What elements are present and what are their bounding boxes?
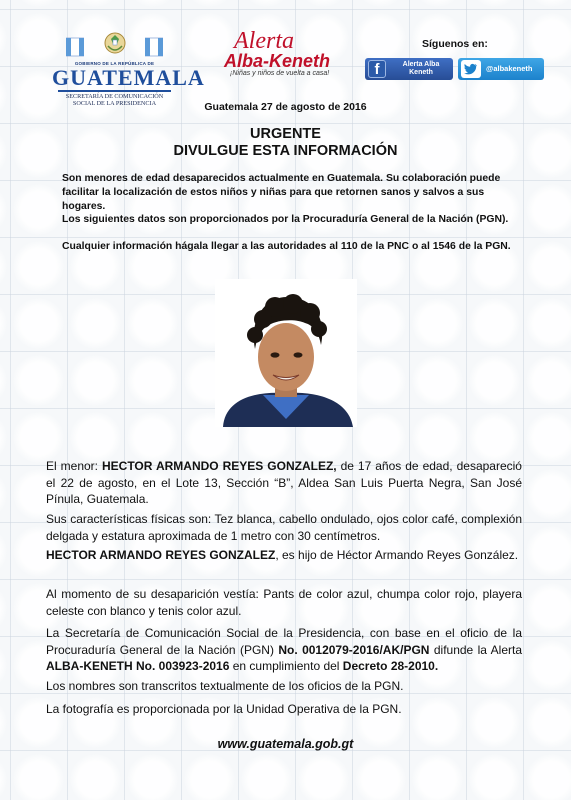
b1-name: HECTOR ARMANDO REYES GONZALEZ, <box>101 459 337 473</box>
gov-logo-subtitle-2: SOCIAL DE LA PRESIDENCIA <box>72 100 157 107</box>
b1-rest: de 17 años de edad, desapareció el 22 de agosto, en el Lote 13, Sección “B”, Aldea San Luis Puerta Negra, San José Pínula, Guatemala. <box>46 459 522 506</box>
b5-c: difunde la Alerta <box>429 642 523 657</box>
gov-logo-small-text: GOBIERNO DE LA REPÚBLICA DE <box>74 61 155 66</box>
body-paragraph-1 <box>46 458 522 508</box>
headline-line2: DIVULGUE ESTA INFORMACIÓN <box>173 143 398 159</box>
poster-date: Guatemala 27 de agosto de 2016 <box>204 101 367 113</box>
facebook-icon: f <box>368 60 386 78</box>
b1-prefix: El menor: <box>46 459 102 473</box>
b5-oficio-number: No. 0012079-2016/AK/PGN <box>278 642 430 657</box>
website-link[interactable]: www.guatemala.gob.gt <box>217 737 354 751</box>
b3-name: HECTOR ARMANDO REYES GONZALEZ <box>46 548 276 562</box>
b5-a: La Secretaría de Comunicación Social de la Presidencia, con base en el oficio de la Procuraduría General de la Nación (PGN) <box>46 626 522 657</box>
body-paragraph-6: Los nombres son transcritos textualmente de los oficios de la PGN. <box>46 679 404 693</box>
missing-child-photo <box>215 279 357 427</box>
alerta-alba-keneth-logo <box>222 30 342 90</box>
body-paragraph-4: Al momento de su desaparición vestía: Pants de color azul, chumpa color rojo, playera celeste con blanco y tenis color azul. <box>46 587 522 618</box>
b5-decree: Decreto 28-2010. <box>342 659 439 673</box>
twitter-bird-icon <box>461 60 481 78</box>
flag-right-icon <box>145 36 163 58</box>
guatemala-government-logo <box>52 30 205 110</box>
alerta-logo-tagline: ¡Niñas y niños de vuelta a casa! <box>230 70 330 77</box>
facebook-button[interactable] <box>365 58 453 80</box>
body-paragraph-7: La fotografía es proporcionada por la Unidad Operativa de la PGN. <box>46 702 402 716</box>
body-paragraph-3 <box>46 547 522 564</box>
headline-line1: URGENTE <box>250 126 321 142</box>
gov-logo-name: GUATEMALA <box>52 65 205 90</box>
alerta-logo-line2: Alba-Keneth <box>224 51 331 71</box>
b3-rest: , es hijo de Héctor Armando Reyes González. <box>275 548 519 562</box>
body-paragraph-5 <box>46 625 522 675</box>
b5-alert-number: ALBA-KENETH No. 003923-2016 <box>46 659 230 673</box>
intro-paragraph-1: Son menores de edad desaparecidos actualmente en Guatemala. Su colaboración puede facilitar la localización de estos niños y niñas para que retornen sanos y salvos a sus hogares. <box>62 173 501 212</box>
intro-paragraph-2: Los siguientes datos son proporcionados por la Procuraduría General de la Nación (PGN). <box>62 214 509 225</box>
b5-e: en cumplimiento del <box>229 659 343 673</box>
gov-logo-divider <box>58 90 171 92</box>
flag-left-icon <box>66 36 84 58</box>
facebook-label: Alerta Alba Keneth <box>402 61 440 76</box>
twitter-label: @albakeneth <box>486 64 533 73</box>
twitter-button[interactable] <box>458 58 544 80</box>
headline <box>0 126 571 160</box>
follow-label: Síguenos en: <box>422 38 488 50</box>
alerta-logo-line1: Alerta <box>234 28 294 54</box>
coat-of-arms-icon <box>101 30 129 56</box>
body-paragraph-2: Sus características físicas son: Tez blanca, cabello ondulado, ojos color café, complexión delgada y estatura aproximada de 1 metro con 30 centímetros. <box>46 512 522 543</box>
gov-logo-subtitle-1: SECRETARÍA DE COMUNICACIÓN <box>65 93 164 100</box>
intro-paragraph-3: Cualquier información hágala llegar a las autoridades al 110 de la PNC o al 1546 de la PGN. <box>62 241 511 252</box>
